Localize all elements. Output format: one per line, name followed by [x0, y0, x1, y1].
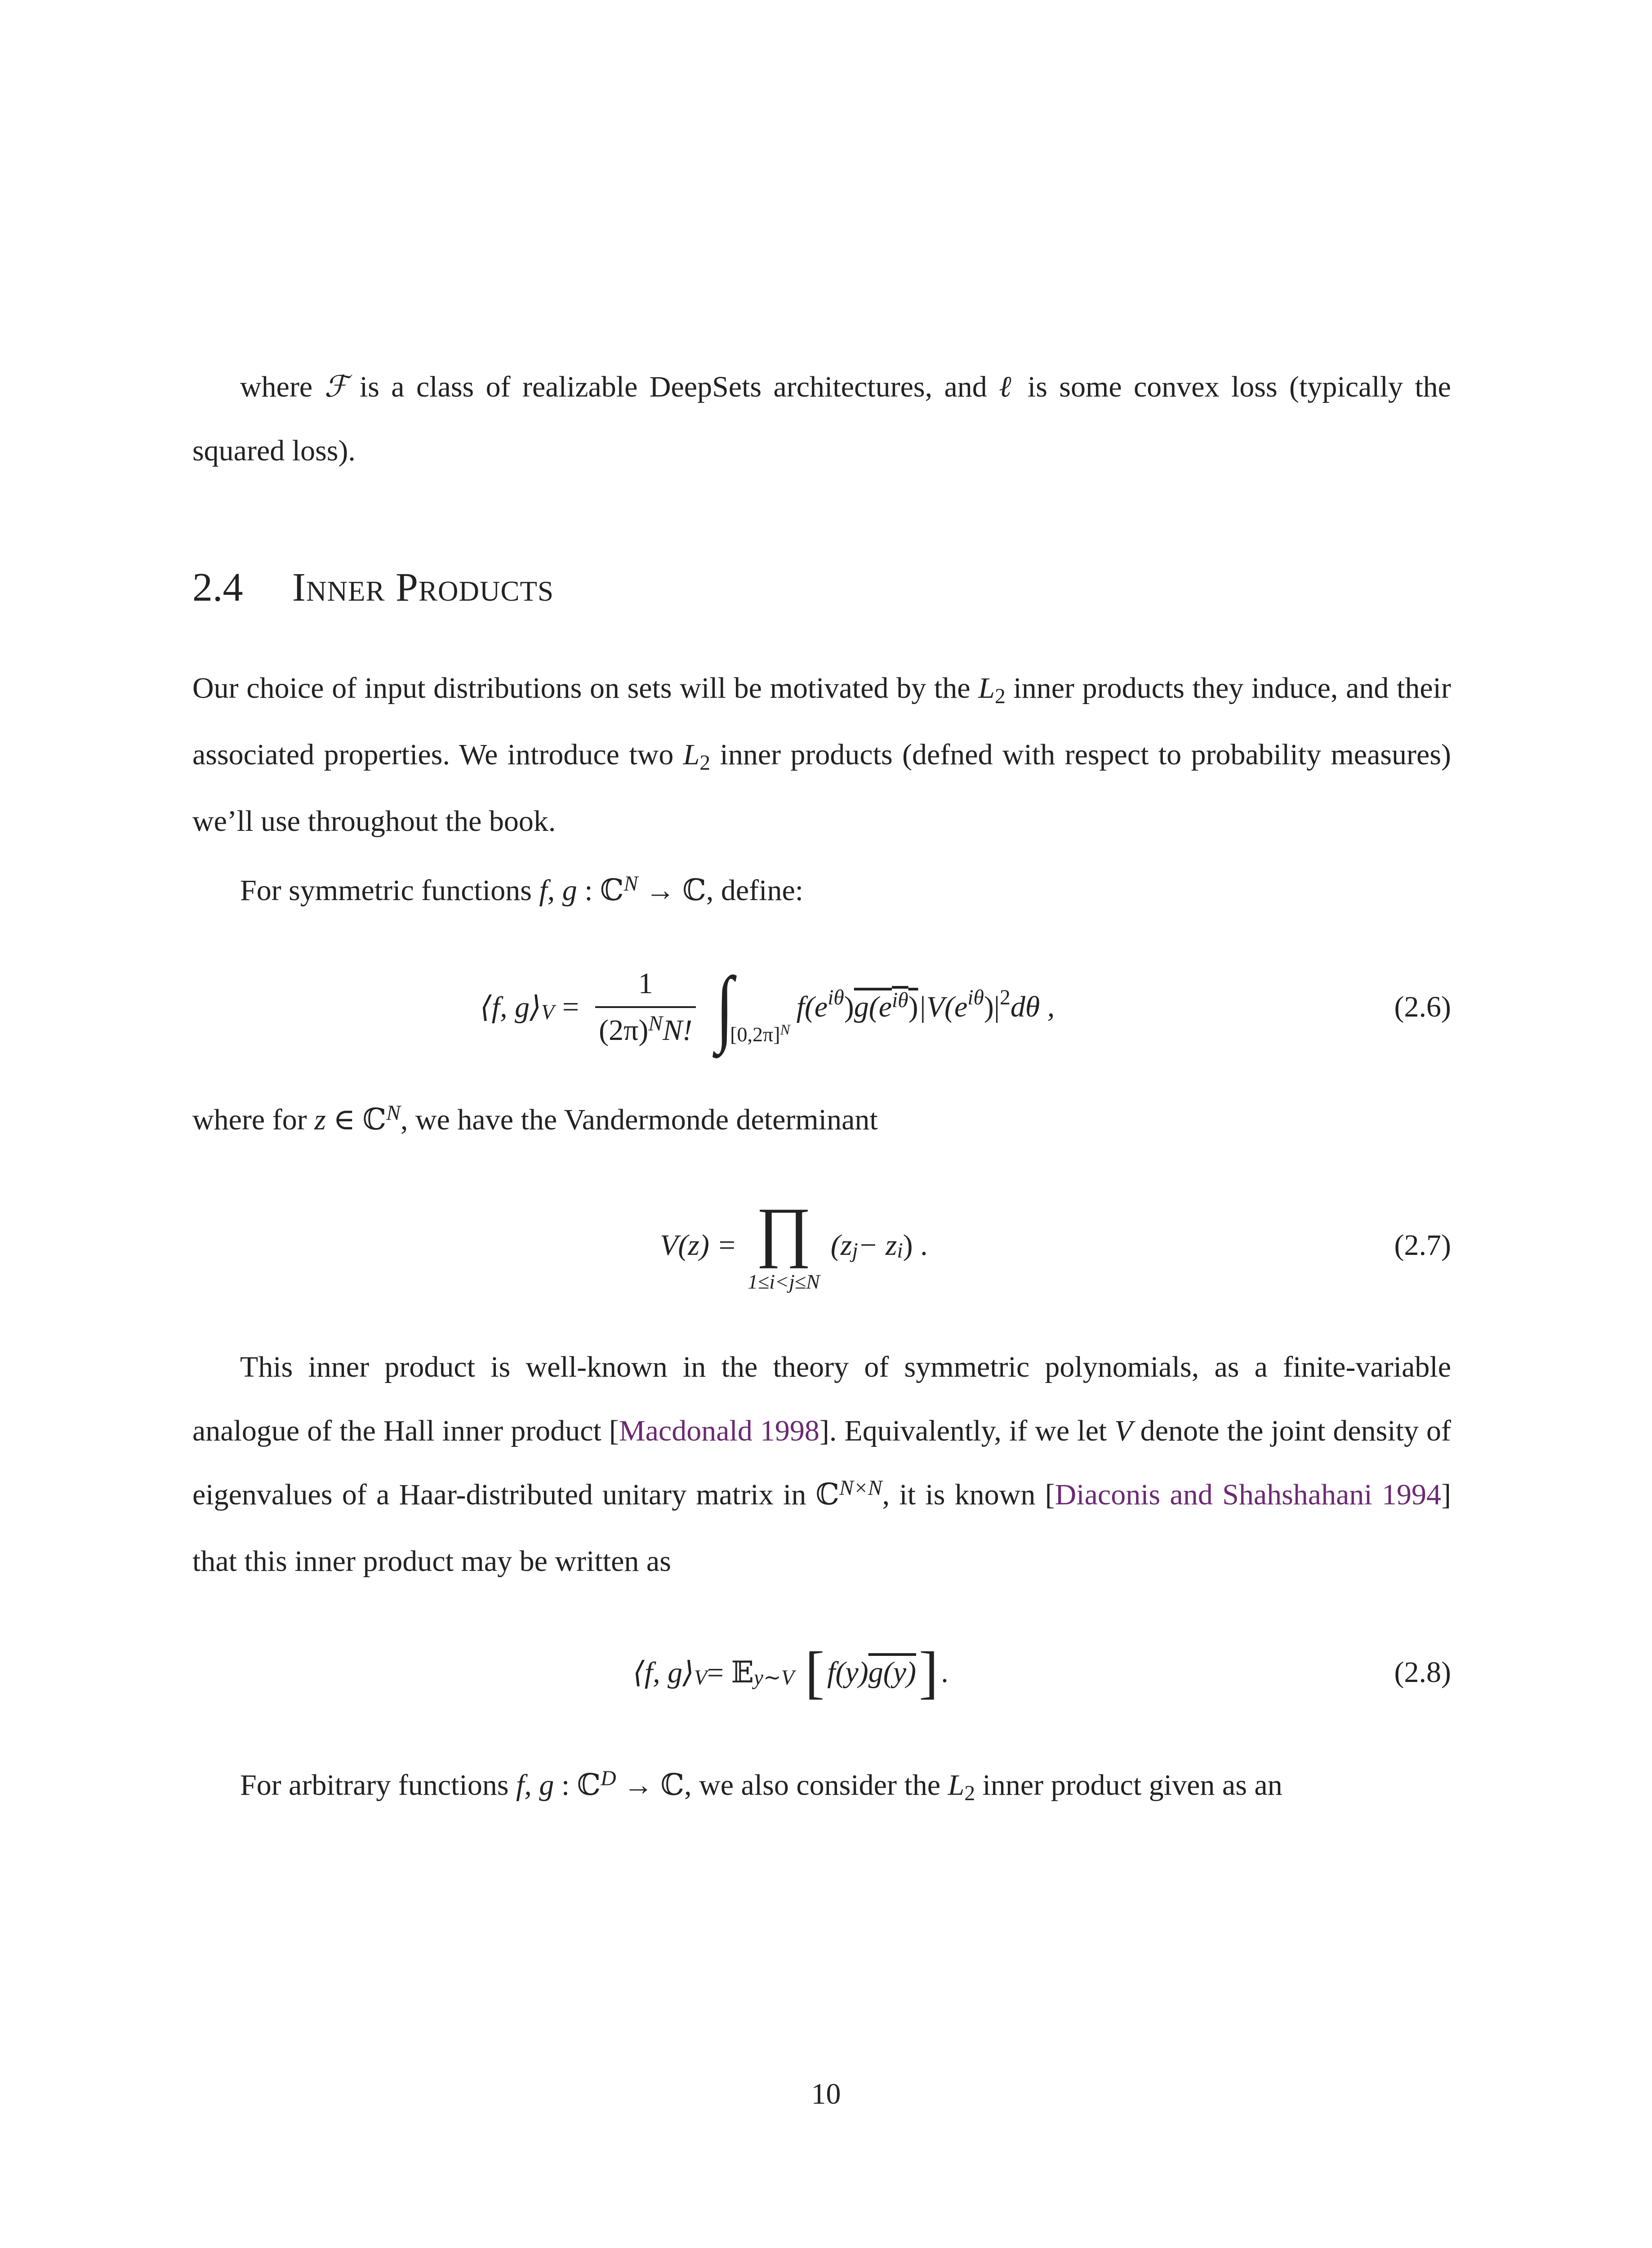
text: , it is known [ — [882, 1478, 1055, 1511]
den-tail: N! — [663, 1014, 693, 1047]
conjugate-g-of-y: g(y) — [868, 1656, 916, 1689]
math-subscript: 2 — [699, 751, 711, 775]
paragraph-symmetric — [192, 859, 1451, 925]
math-L: L — [948, 1769, 965, 1802]
math-domain: : ℂ — [554, 1769, 601, 1802]
eq-lhs-subscript: V — [541, 1000, 554, 1024]
equation-number: (2.7) — [1394, 1229, 1451, 1262]
math-domain: : ℂ — [577, 874, 624, 907]
square: 2 — [1000, 986, 1011, 1009]
math-L: L — [978, 672, 995, 705]
paren: ) — [908, 990, 918, 1023]
fraction-denominator — [595, 1006, 696, 1048]
text: inner product given as an — [975, 1769, 1282, 1802]
math-L: L — [683, 738, 700, 771]
den-superscript: N — [648, 1012, 663, 1035]
eq-equals: = — [562, 990, 579, 1023]
math-superscript: D — [601, 1766, 616, 1790]
integrand-V: |V(e — [918, 990, 968, 1023]
math-subscript: 2 — [994, 684, 1006, 708]
math-fg: f, g — [516, 1769, 554, 1802]
citation-link[interactable]: Diaconis and Shahshahani 1994 — [1055, 1478, 1442, 1511]
equation-2-8 — [192, 1614, 1451, 1731]
equation-number: (2.6) — [1394, 990, 1451, 1023]
integrand-g: g(e — [854, 990, 892, 1023]
text: inner products (defned with respect to probability measures) we’ll use throughout the book. — [192, 738, 1451, 838]
math-ell: ℓ — [999, 370, 1016, 403]
expectation-subscript: y∼V — [753, 1666, 794, 1690]
left-bracket: [ — [805, 1640, 825, 1705]
math-superscript: N — [623, 872, 638, 896]
paragraph-intro — [192, 355, 1451, 483]
text: is a class of realizable DeepSets architectures, and — [347, 370, 999, 403]
period: . — [941, 1656, 948, 1689]
f-of-y: f(y) — [827, 1656, 868, 1689]
math-domain: ∈ ℂ — [325, 1103, 387, 1136]
section-heading — [192, 564, 554, 611]
text: where for — [192, 1103, 315, 1136]
term: (z — [830, 1229, 852, 1262]
right-bracket: ] — [919, 1640, 939, 1705]
differential: dθ , — [1010, 990, 1055, 1023]
math-superscript: N×N — [839, 1476, 882, 1500]
text: denote the joint density of eigenvalues of a Haar-distributed unitary matrix in ℂ — [192, 1414, 1452, 1511]
text: ] that this inner product may be written as — [192, 1478, 1452, 1578]
equation-2-6 — [192, 949, 1451, 1066]
den-base: (2π) — [599, 1014, 649, 1047]
abs-close: )| — [984, 990, 1000, 1023]
math-z: z — [314, 1103, 326, 1136]
subscript-i: i — [897, 1239, 903, 1262]
equation-body — [633, 1614, 948, 1731]
text: → ℂ, define: — [638, 874, 804, 907]
term-close: ) . — [903, 1229, 928, 1262]
section-number: 2.4 — [192, 565, 243, 610]
conjugate-g — [854, 990, 918, 1024]
math-subscript: 2 — [964, 1781, 975, 1805]
eq-lhs: ⟨f, g⟩ — [480, 991, 541, 1024]
exponent: iθ — [828, 986, 844, 1009]
fraction-numerator: 1 — [638, 967, 653, 1000]
product-range: 1≤i<j≤N — [748, 1270, 820, 1293]
text: For symmetric functions — [240, 874, 539, 907]
math-superscript: N — [386, 1101, 401, 1125]
math-fg: f, g — [539, 874, 577, 907]
page-number: 10 — [811, 2078, 841, 2110]
integral-domain — [730, 1022, 790, 1046]
eq-lhs: V(z) = — [660, 1229, 737, 1262]
eq-fraction — [595, 967, 696, 1048]
paragraph-arbitrary — [192, 1753, 1451, 1820]
product-sign: ∏ — [756, 1194, 812, 1269]
text: inner products they induce, and their associated properties. We introduce two — [192, 672, 1451, 771]
exponent: iθ — [967, 986, 984, 1009]
citation-link[interactable]: Macdonald 1998 — [619, 1414, 819, 1447]
product-operator — [748, 1194, 820, 1293]
paragraph-hall — [192, 1335, 1451, 1593]
paren: ) — [844, 990, 854, 1023]
domain-superscript: N — [780, 1021, 790, 1038]
integrand-f: f(e — [796, 990, 828, 1023]
paragraph-choice — [192, 656, 1451, 853]
text: → ℂ, we also consider the — [616, 1769, 948, 1802]
equation-number: (2.8) — [1394, 1656, 1451, 1689]
subscript-j: j — [852, 1239, 858, 1262]
equation-body — [480, 949, 1055, 1066]
section-title: Inner Products — [292, 565, 554, 610]
domain-base: [0,2π] — [730, 1022, 780, 1046]
text: , we have the Vandermonde determinant — [400, 1103, 878, 1136]
text: where — [240, 370, 325, 403]
equation-2-7 — [192, 1187, 1451, 1304]
expectation-symbol: = 𝔼 — [707, 1656, 754, 1689]
exponent: iθ — [892, 988, 908, 1012]
equation-body — [660, 1187, 928, 1304]
text: Our choice of input distributions on sets will be motivated by the — [192, 672, 979, 705]
paragraph-vandermonde — [192, 1088, 1451, 1155]
eq-lhs: ⟨f, g⟩ — [633, 1656, 694, 1689]
text: is some convex loss (typically the squared loss). — [192, 370, 1451, 467]
math-F: ℱ — [324, 370, 348, 403]
text: ]. Equivalently, if we let — [819, 1414, 1115, 1447]
math-V: V — [1114, 1414, 1133, 1447]
eq-lhs-subscript: V — [694, 1666, 707, 1690]
text: For arbitrary functions — [240, 1769, 517, 1802]
integral-sign: ∫ — [716, 960, 734, 1054]
text: This inner product is well-known in the theory of symmetric polynomials, as a finite-variable analogue of the Hall inner product [ — [192, 1351, 1451, 1447]
minus-term: − z — [858, 1229, 897, 1262]
